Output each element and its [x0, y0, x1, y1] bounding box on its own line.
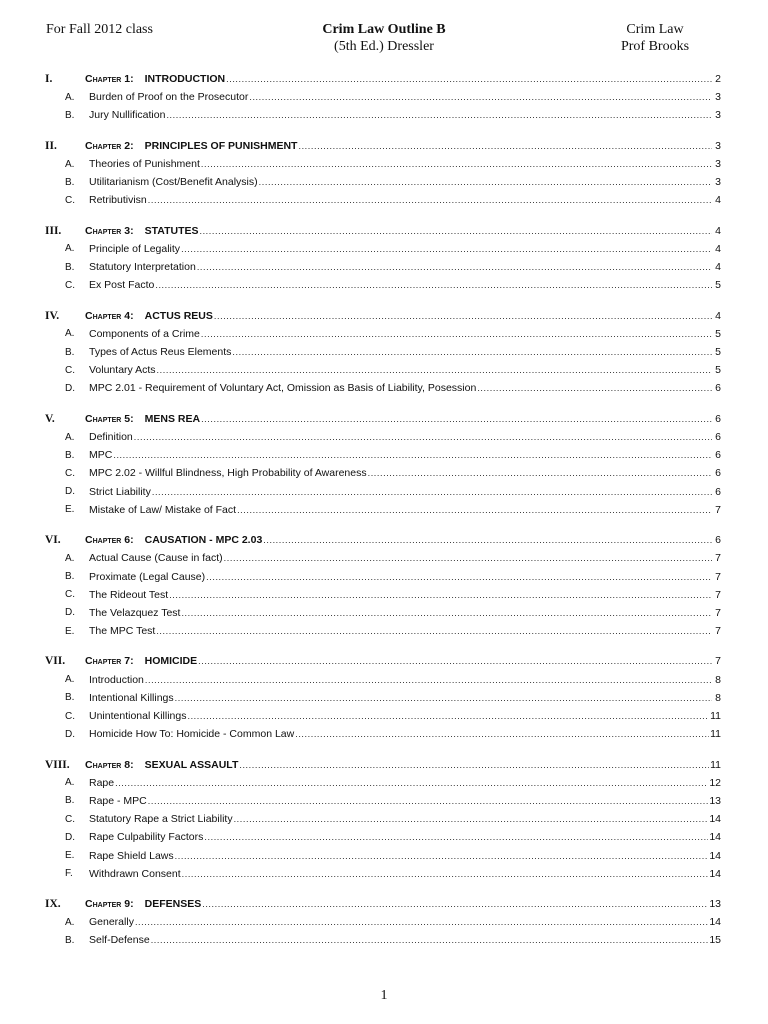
section-title: The MPC Test	[89, 625, 156, 638]
chapter-label: Chapter 3:	[85, 224, 134, 237]
section-title: Proximate (Legal Cause)	[89, 570, 206, 583]
section-page-number: 5	[715, 279, 721, 292]
dot-leader	[201, 158, 712, 170]
section-title: Retributivisn	[89, 194, 147, 207]
section-letter: A.	[65, 158, 75, 170]
dot-leader	[145, 674, 712, 686]
dot-leader	[175, 850, 709, 862]
section-letter: C.	[65, 467, 75, 479]
toc-chapter-entry[interactable]	[45, 895, 721, 913]
toc-chapter-entry[interactable]	[45, 137, 721, 155]
toc-section-entry[interactable]	[45, 501, 721, 519]
chapter-page-number: 3	[715, 139, 721, 152]
toc-section-entry[interactable]	[45, 428, 721, 446]
section-letter: D.	[65, 728, 75, 740]
section-page-number: 14	[709, 867, 721, 880]
section-letter: D.	[65, 831, 75, 843]
dot-leader	[237, 504, 712, 516]
chapter-title: ACTUS REUS	[144, 309, 213, 322]
section-page-number: 6	[715, 382, 721, 395]
toc-section-entry[interactable]	[45, 865, 721, 883]
section-page-number: 14	[709, 831, 721, 844]
toc-chapter-entry[interactable]	[45, 652, 721, 670]
toc-section-entry[interactable]	[45, 828, 721, 846]
section-page-number: 8	[715, 691, 721, 704]
dot-leader	[151, 934, 709, 946]
section-letter: C.	[65, 364, 75, 376]
chapter-page-number: 6	[715, 412, 721, 425]
dot-leader	[198, 655, 712, 667]
chapter-number: III.	[45, 224, 62, 237]
section-title: The Rideout Test	[89, 588, 169, 601]
chapter-page-number: 4	[715, 309, 721, 322]
chapter-label: Chapter 9:	[85, 898, 134, 911]
section-page-number: 6	[715, 485, 721, 498]
section-letter: B.	[65, 346, 75, 358]
toc-section-entry[interactable]	[45, 343, 721, 361]
dot-leader	[115, 777, 708, 789]
section-letter: A.	[65, 777, 75, 789]
section-letter: E.	[65, 625, 75, 637]
toc-section-entry[interactable]	[45, 325, 721, 343]
chapter-number: I.	[45, 73, 53, 86]
section-title: Rape	[89, 776, 115, 789]
dot-leader	[201, 328, 712, 340]
section-letter: C.	[65, 279, 75, 291]
section-page-number: 14	[709, 813, 721, 826]
section-title: Homicide How To: Homicide - Common Law	[89, 728, 295, 741]
section-letter: A.	[65, 243, 75, 255]
section-page-number: 6	[715, 449, 721, 462]
section-page-number: 8	[715, 673, 721, 686]
chapter-number: IV.	[45, 309, 60, 322]
toc-chapter-entry[interactable]	[45, 222, 721, 240]
section-page-number: 3	[715, 176, 721, 189]
section-title: The Velazquez Test	[89, 606, 181, 619]
dot-leader	[214, 310, 712, 322]
section-page-number: 3	[715, 91, 721, 104]
section-title: Types of Actus Reus Elements	[89, 346, 232, 359]
dot-leader	[249, 91, 712, 103]
toc-section-entry[interactable]	[45, 913, 721, 931]
page-number: 1	[380, 988, 388, 1003]
toc-section-entry[interactable]	[45, 379, 721, 397]
chapter-title: INTRODUCTION	[144, 73, 226, 86]
document-title-block	[260, 21, 508, 55]
chapter-label: Chapter 8:	[85, 758, 134, 771]
toc-section-entry[interactable]	[45, 483, 721, 501]
dot-leader	[224, 552, 712, 564]
chapter-page-number: 13	[709, 898, 721, 911]
toc-chapter-entry[interactable]	[45, 531, 721, 549]
section-title: MPC 2.02 - Willful Blindness, High Probability of Awareness	[89, 467, 367, 480]
section-page-number: 7	[715, 606, 721, 619]
section-page-number: 7	[715, 570, 721, 583]
section-title: Rape Shield Laws	[89, 849, 174, 862]
dot-leader	[148, 194, 712, 206]
toc-section-entry[interactable]	[45, 240, 721, 258]
toc-section-entry[interactable]	[45, 567, 721, 585]
section-page-number: 4	[715, 242, 721, 255]
section-title: Voluntary Acts	[89, 364, 156, 377]
section-letter: A.	[65, 674, 75, 686]
section-title: Generally	[89, 916, 134, 929]
section-title: Strict Liability	[89, 485, 151, 498]
dot-leader	[226, 73, 712, 85]
dot-leader	[206, 571, 712, 583]
section-page-number: 6	[715, 431, 721, 444]
section-page-number: 6	[715, 467, 721, 480]
dot-leader	[152, 486, 712, 498]
toc-section-entry[interactable]	[45, 173, 721, 191]
course-term-label: For Fall 2012 class	[46, 22, 153, 37]
section-page-number: 11	[710, 710, 721, 723]
dot-leader	[201, 413, 712, 425]
section-page-number: 7	[715, 503, 721, 516]
section-letter: B.	[65, 571, 75, 583]
toc-section-entry[interactable]	[45, 931, 721, 949]
section-title: Components of a Crime	[89, 327, 200, 340]
toc-section-entry[interactable]	[45, 774, 721, 792]
section-title: Actual Cause (Cause in fact)	[89, 552, 223, 565]
dot-leader	[175, 692, 712, 704]
chapter-title: DEFENSES	[144, 898, 202, 911]
section-title: Principle of Legality	[89, 242, 181, 255]
section-letter: A.	[65, 328, 75, 340]
section-letter: B.	[65, 109, 75, 121]
dot-leader	[263, 534, 712, 546]
section-page-number: 4	[715, 261, 721, 274]
section-title: Utilitarianism (Cost/Benefit Analysis)	[89, 176, 258, 189]
section-letter: C.	[65, 194, 75, 206]
section-letter: A.	[65, 91, 75, 103]
dot-leader	[135, 916, 708, 928]
chapter-page-number: 4	[715, 224, 721, 237]
dot-leader	[113, 449, 712, 461]
section-letter: A.	[65, 431, 75, 443]
dot-leader	[295, 728, 709, 740]
course-info-block	[600, 21, 710, 55]
section-letter: D.	[65, 486, 75, 498]
section-title: Statutory Rape a Strict Liability	[89, 813, 233, 826]
toc-section-entry[interactable]	[45, 464, 721, 482]
section-title: Mistake of Law/ Mistake of Fact	[89, 503, 237, 516]
chapter-title: MENS REA	[144, 412, 201, 425]
section-letter: B.	[65, 934, 75, 946]
chapter-title: PRINCIPLES OF PUNISHMENT	[144, 139, 298, 152]
chapter-title: HOMICIDE	[144, 655, 198, 668]
dot-leader	[477, 382, 712, 394]
toc-section-entry[interactable]	[45, 191, 721, 209]
chapter-number: IX.	[45, 898, 61, 911]
dot-leader	[202, 898, 708, 910]
dot-leader	[187, 710, 709, 722]
section-page-number: 3	[715, 109, 721, 122]
chapter-page-number: 7	[715, 655, 721, 668]
dot-leader	[156, 625, 712, 637]
dot-leader	[197, 261, 712, 273]
chapter-number: VII.	[45, 655, 66, 668]
chapter-label: Chapter 7:	[85, 655, 134, 668]
toc-section-entry[interactable]	[45, 707, 721, 725]
toc-section-entry[interactable]	[45, 689, 721, 707]
section-page-number: 3	[715, 158, 721, 171]
toc-section-entry[interactable]	[45, 671, 721, 689]
section-title: MPC 2.01 - Requirement of Voluntary Act, Omission as Basis of Liability, Posession	[89, 382, 477, 395]
section-title: Unintentional Killings	[89, 710, 187, 723]
professor-name: Prof Brooks	[620, 39, 690, 54]
section-page-number: 5	[715, 364, 721, 377]
section-letter: B.	[65, 449, 75, 461]
section-letter: A.	[65, 916, 75, 928]
dot-leader	[155, 279, 712, 291]
section-title: Ex Post Facto	[89, 279, 155, 292]
dot-leader	[199, 225, 712, 237]
chapter-number: VI.	[45, 534, 61, 547]
section-page-number: 7	[715, 625, 721, 638]
section-title: Statutory Interpretation	[89, 261, 196, 274]
section-title: Withdrawn Consent	[89, 867, 181, 880]
section-title: Introduction	[89, 673, 144, 686]
chapter-label: Chapter 4:	[85, 309, 134, 322]
chapter-title: STATUTES	[144, 224, 199, 237]
section-letter: C.	[65, 589, 75, 601]
chapter-label: Chapter 2:	[85, 139, 134, 152]
section-title: Rape Culpability Factors	[89, 831, 204, 844]
section-page-number: 14	[709, 849, 721, 862]
section-page-number: 4	[715, 194, 721, 207]
dot-leader	[169, 589, 712, 601]
toc-section-entry[interactable]	[45, 361, 721, 379]
toc-section-entry[interactable]	[45, 446, 721, 464]
section-title: Intentional Killings	[89, 691, 174, 704]
chapter-title: CAUSATION - MPC 2.03	[144, 534, 263, 547]
toc-section-entry[interactable]	[45, 549, 721, 567]
section-title: Theories of Punishment	[89, 158, 200, 171]
section-page-number: 13	[709, 794, 721, 807]
dot-leader	[148, 795, 709, 807]
section-page-number: 14	[709, 916, 721, 929]
chapter-label: Chapter 6:	[85, 534, 134, 547]
section-page-number: 15	[709, 934, 721, 947]
dot-leader	[368, 467, 712, 479]
section-page-number: 7	[715, 552, 721, 565]
table-of-contents	[45, 70, 721, 950]
toc-section-entry[interactable]	[45, 622, 721, 640]
toc-chapter-entry[interactable]	[45, 70, 721, 88]
toc-section-entry[interactable]	[45, 604, 721, 622]
chapter-number: V.	[45, 412, 55, 425]
toc-section-entry[interactable]	[45, 810, 721, 828]
toc-chapter-entry[interactable]	[45, 307, 721, 325]
chapter-number: VIII.	[45, 758, 70, 771]
section-page-number: 12	[709, 776, 721, 789]
chapter-label: Chapter 5:	[85, 412, 134, 425]
toc-section-entry[interactable]	[45, 586, 721, 604]
dot-leader	[157, 364, 712, 376]
toc-section-entry[interactable]	[45, 258, 721, 276]
section-page-number: 5	[715, 346, 721, 359]
dot-leader	[182, 868, 709, 880]
dot-leader	[239, 759, 709, 771]
section-letter: B.	[65, 176, 75, 188]
toc-section-entry[interactable]	[45, 155, 721, 173]
section-title: Rape - MPC	[89, 794, 147, 807]
section-title: Burden of Proof on the Prosecutor	[89, 91, 249, 104]
section-letter: F.	[65, 868, 73, 880]
toc-section-entry[interactable]	[45, 792, 721, 810]
chapter-page-number: 6	[715, 534, 721, 547]
dot-leader	[298, 140, 712, 152]
dot-leader	[259, 176, 712, 188]
chapter-label: Chapter 1:	[85, 73, 134, 86]
dot-leader	[204, 831, 708, 843]
document-title: Crim Law Outline B	[322, 22, 446, 37]
toc-chapter-entry[interactable]	[45, 410, 721, 428]
section-letter: B.	[65, 261, 75, 273]
dot-leader	[181, 607, 712, 619]
chapter-number: II.	[45, 139, 57, 152]
document-subtitle: (5th Ed.) Dressler	[334, 39, 434, 54]
chapter-title: SEXUAL ASSAULT	[144, 758, 239, 771]
section-page-number: 5	[715, 327, 721, 340]
dot-leader	[166, 109, 712, 121]
section-title: MPC	[89, 449, 113, 462]
section-letter: E.	[65, 850, 75, 862]
dot-leader	[234, 813, 709, 825]
toc-section-entry[interactable]	[45, 276, 721, 294]
course-name: Crim Law	[626, 22, 684, 37]
toc-section-entry[interactable]	[45, 106, 721, 124]
dot-leader	[134, 431, 712, 443]
section-letter: D.	[65, 382, 75, 394]
section-letter: B.	[65, 795, 75, 807]
toc-section-entry[interactable]	[45, 725, 721, 743]
section-letter: B.	[65, 692, 75, 704]
section-letter: A.	[65, 552, 75, 564]
chapter-page-number: 11	[710, 758, 721, 771]
section-title: Jury Nullification	[89, 109, 166, 122]
section-page-number: 11	[710, 728, 721, 741]
section-letter: D.	[65, 607, 75, 619]
toc-section-entry[interactable]	[45, 846, 721, 864]
section-letter: C.	[65, 710, 75, 722]
dot-leader	[232, 346, 712, 358]
section-letter: C.	[65, 813, 75, 825]
chapter-page-number: 2	[715, 73, 721, 86]
toc-chapter-entry[interactable]	[45, 756, 721, 774]
toc-section-entry[interactable]	[45, 88, 721, 106]
dot-leader	[181, 243, 712, 255]
section-title: Definition	[89, 431, 133, 444]
section-letter: E.	[65, 504, 75, 516]
section-title: Self-Defense	[89, 934, 150, 947]
section-page-number: 7	[715, 588, 721, 601]
